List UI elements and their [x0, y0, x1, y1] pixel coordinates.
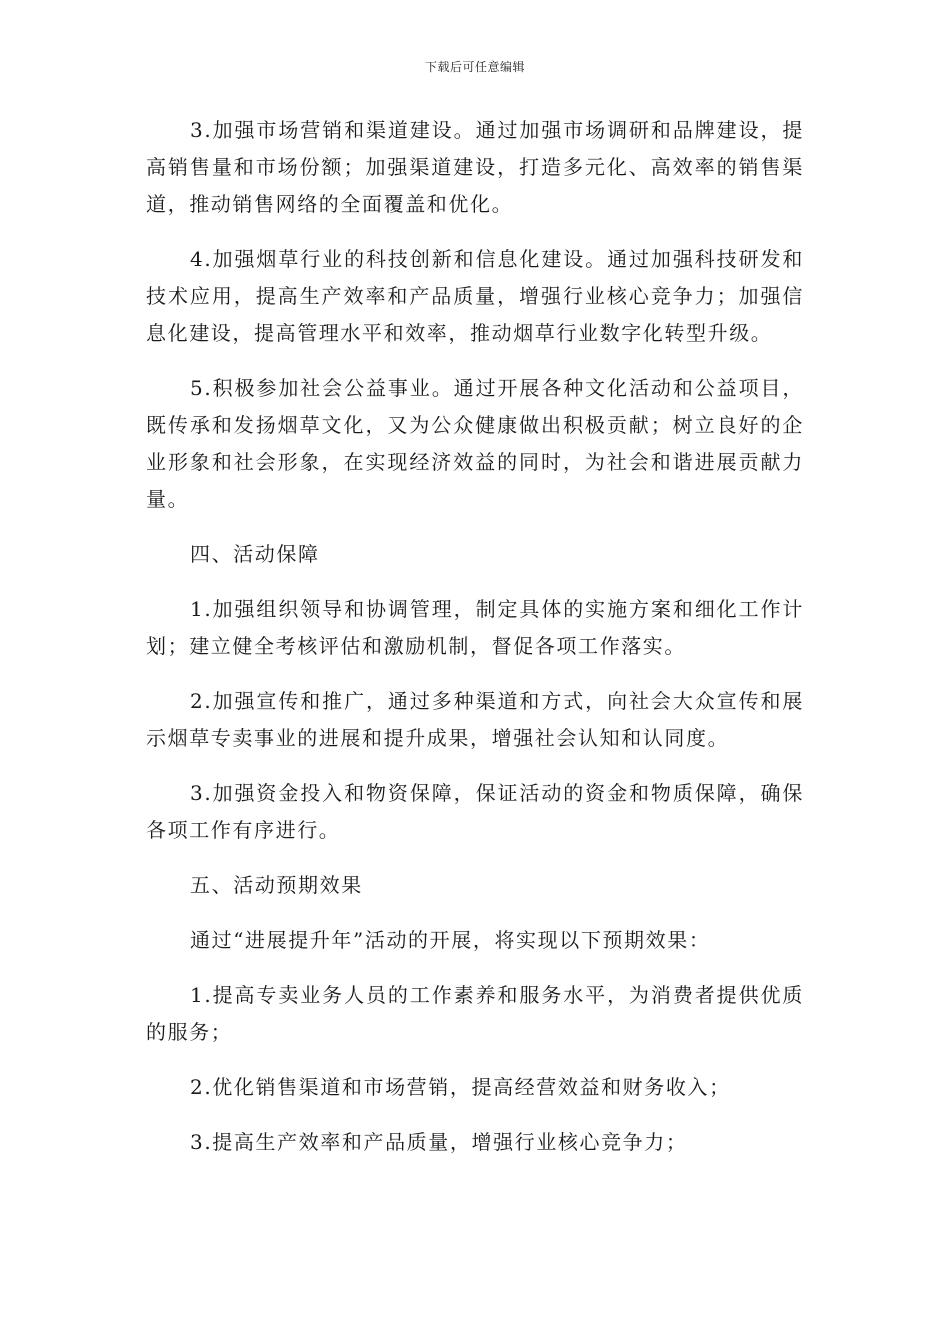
page-header-note: 下载后可任意编辑 [424, 60, 525, 74]
section-heading-expected-results: 五、活动预期效果 [190, 873, 363, 897]
paragraph-funding: 3.加强资金投入和物资保障，保证活动的资金和物质保障，确保各项工作有序进行。 [146, 781, 804, 842]
paragraph-result-production: 3.提高生产效率和产品质量，增强行业核心竞争力； [190, 1130, 688, 1154]
document-body [146, 112, 804, 1179]
paragraph-public-welfare: 5.积极参加社会公益事业。通过开展各种文化活动和公益项目，既传承和发扬烟草文化，又为公众健康做出积极贡献；树立良好的企业形象和社会形象，在实现经济效益的同时，为社会和谐进展贡献力量。 [146, 376, 804, 511]
paragraph-publicity: 2.加强宣传和推广，通过多种渠道和方式，向社会大众宣传和展示烟草专卖事业的进展和提升成果，增强社会认知和认同度。 [146, 689, 804, 750]
section-heading-guarantee: 四、活动保障 [190, 542, 320, 566]
paragraph-result-service: 1.提高专卖业务人员的工作素养和服务水平，为消费者提供优质的服务； [146, 983, 804, 1044]
paragraph-organization: 1.加强组织领导和协调管理，制定具体的实施方案和细化工作计划；建立健全考核评估和激励机制，督促各项工作落实。 [146, 597, 804, 658]
paragraph-result-sales: 2.优化销售渠道和市场营销，提高经营效益和财务收入； [190, 1075, 731, 1099]
paragraph-intro-results: 通过“进展提升年”活动的开展，将实现以下预期效果： [190, 928, 711, 952]
paragraph-tech-innovation: 4.加强烟草行业的科技创新和信息化建设。通过加强科技研发和技术应用，提高生产效率和产品质量，增强行业核心竞争力；加强信息化建设，提高管理水平和效率，推动烟草行业数字化转型升级。 [146, 247, 804, 345]
paragraph-market-channels: 3.加强市场营销和渠道建设。通过加强市场调研和品牌建设，提高销售量和市场份额；加强渠道建设，打造多元化、高效率的销售渠道，推动销售网络的全面覆盖和优化。 [146, 118, 804, 216]
